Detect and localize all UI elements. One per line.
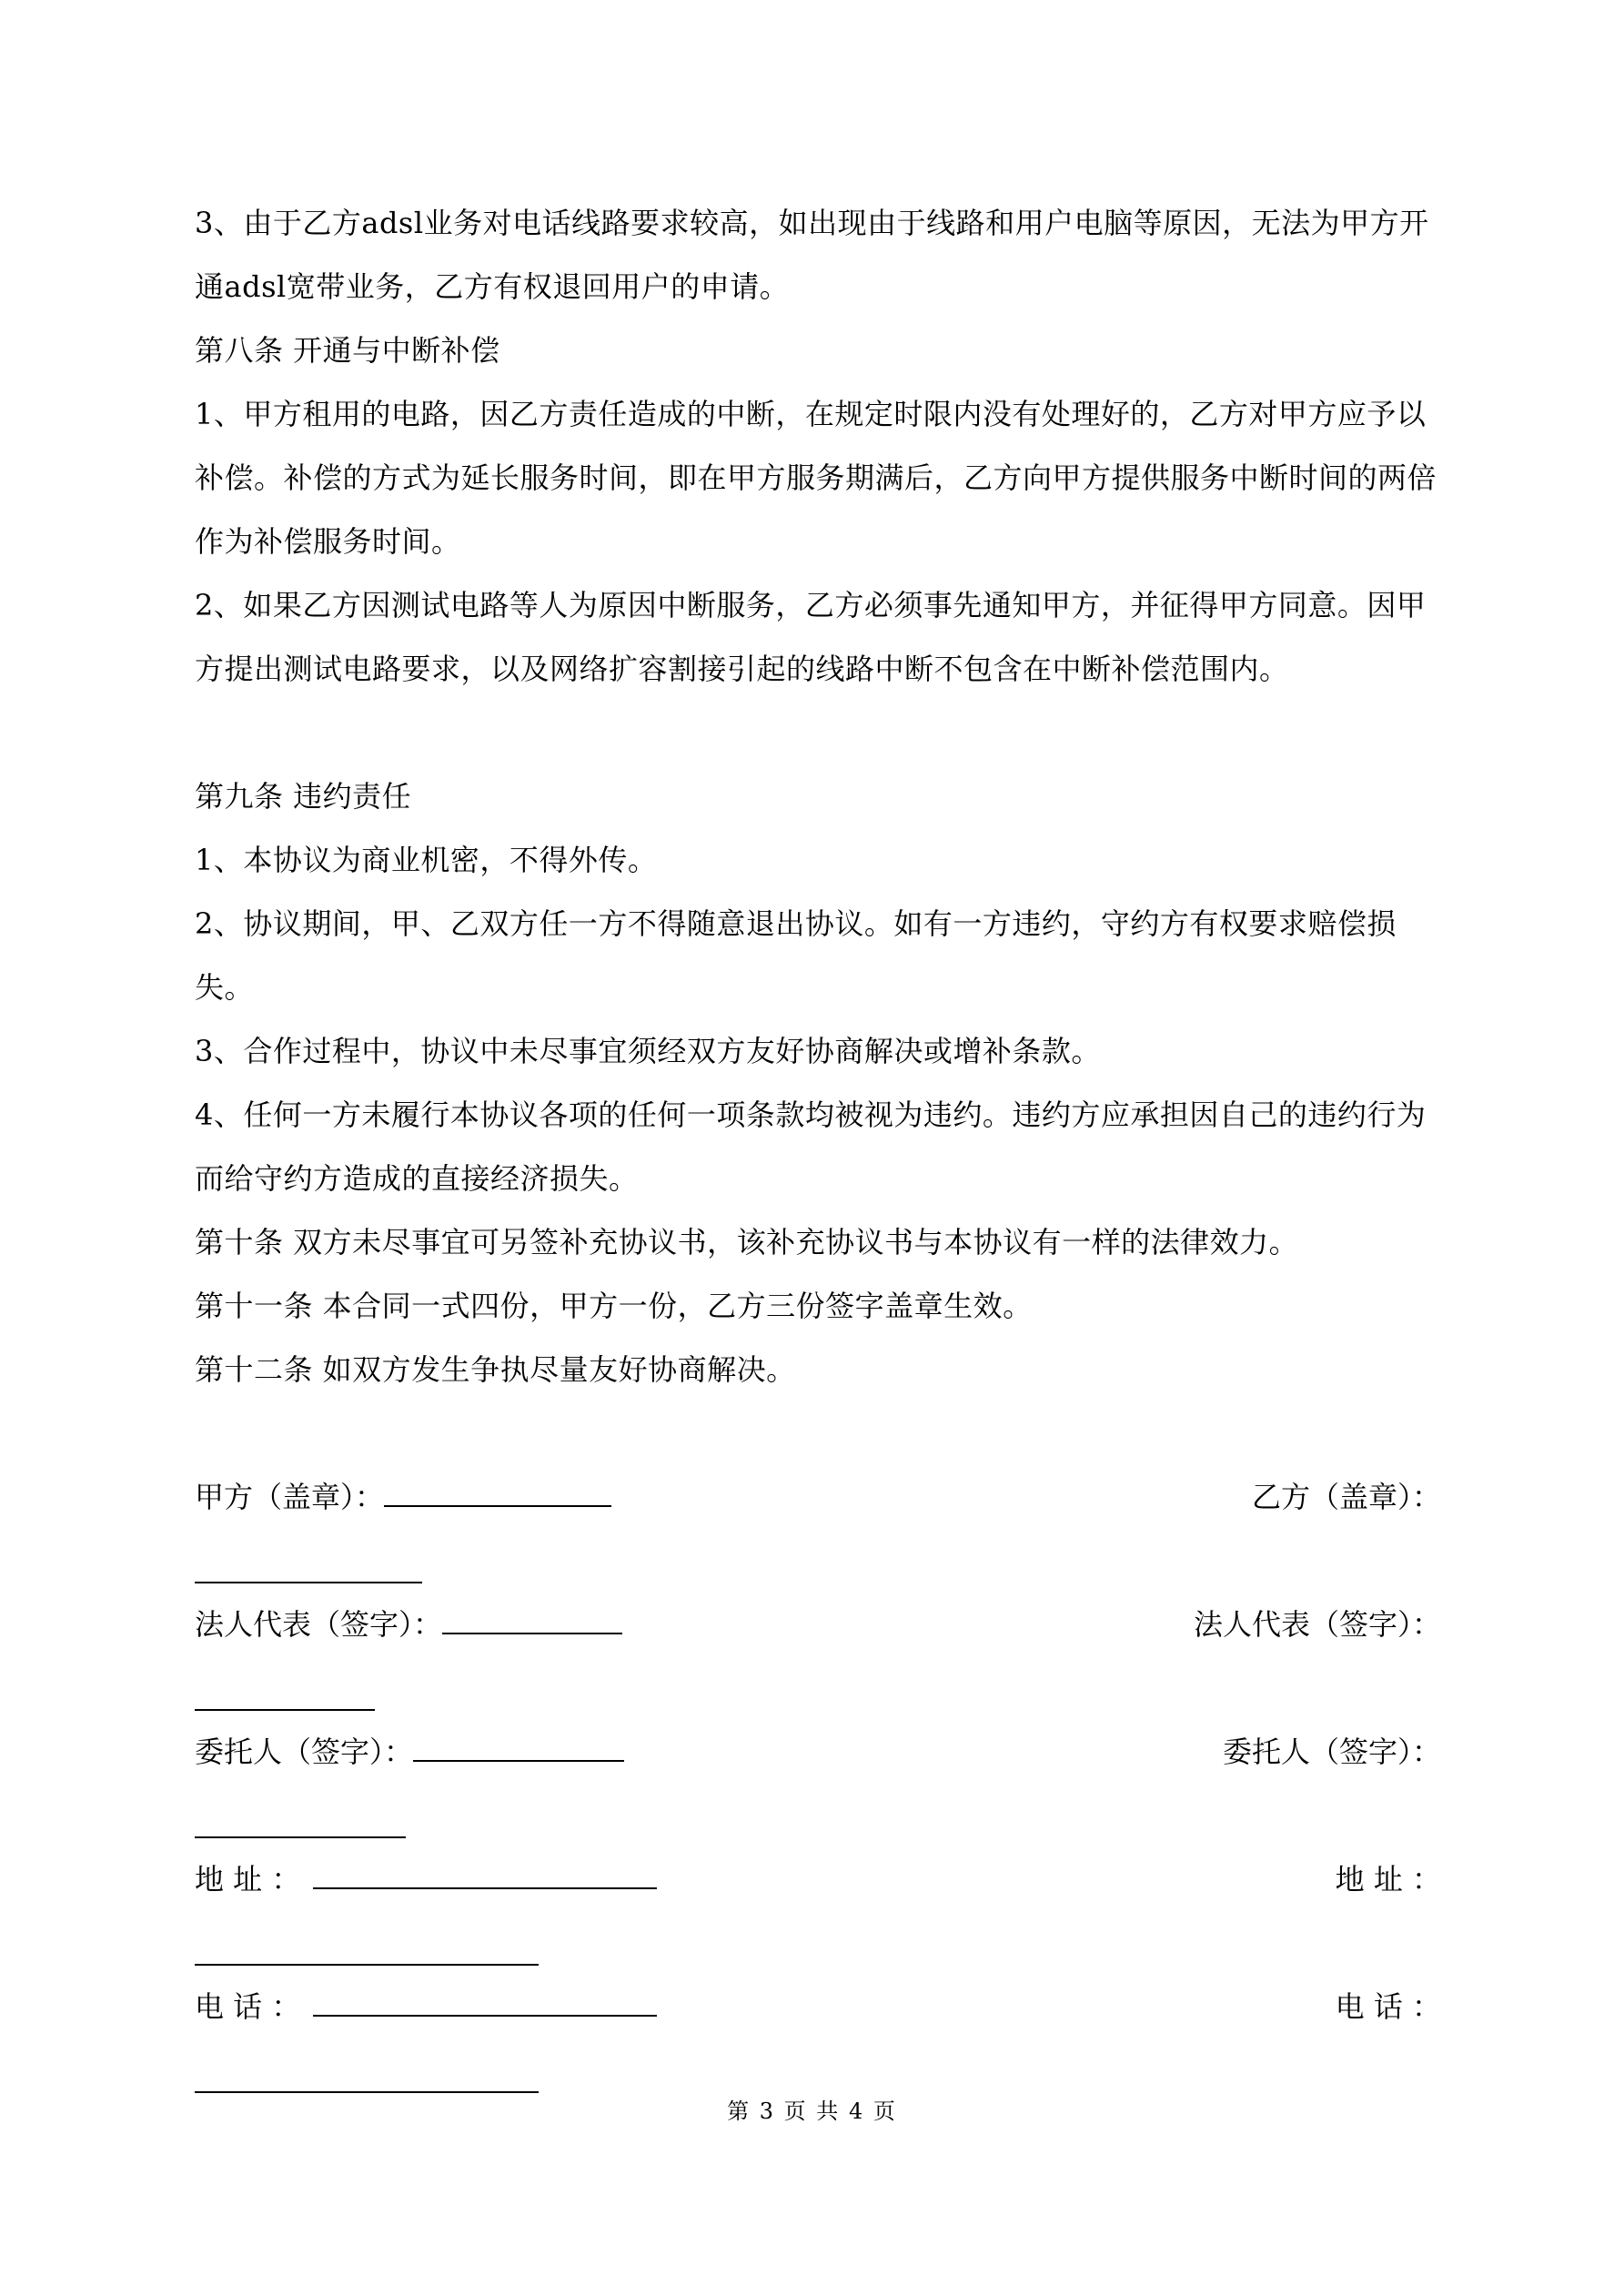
article-10: 第十条 双方未尽事宜可另签补充协议书，该补充协议书与本协议有一样的法律效力。 — [195, 1225, 1299, 1259]
agent-b-label: 委托人（签字）： — [1222, 1735, 1441, 1769]
address-b — [1336, 1847, 1441, 1911]
rep-a — [195, 1593, 622, 1656]
clause-9-3: 3、合作过程中，协议中未尽事宜须经双方友好协商解决或增补条款。 — [195, 1034, 1101, 1068]
phone-a-blank[interactable] — [313, 1984, 657, 2017]
rep-b-label: 法人代表（签字）： — [1193, 1607, 1441, 1642]
address-b-label: 地 址 ： — [1335, 1862, 1441, 1896]
address-a-label: 地 址 ： — [195, 1862, 301, 1896]
address-a — [195, 1847, 657, 1911]
article-8-title: 第八条 开通与中断补偿 — [195, 333, 500, 368]
phone-a — [195, 1975, 657, 2038]
clause-9-1: 1、本协议为商业机密，不得外传。 — [195, 843, 658, 877]
signature-row-phone — [195, 1975, 1441, 2038]
phone-b-label: 电 话 ： — [1335, 1989, 1441, 2024]
clause-7-3: 3、由于乙方adsl业务对电话线路要求较高，如出现由于线路和用户电脑等原因，无法为甲方开通adsl宽带业务，乙方有权退回用户的申请。 — [195, 206, 1429, 304]
party-b-seal-blank[interactable] — [195, 1582, 422, 1583]
clause-8-1: 1、甲方租用的电路，因乙方责任造成的中断，在规定时限内没有处理好的，乙方对甲方应予以补偿。补偿的方式为延长服务时间，即在甲方服务期满后，乙方向甲方提供服务中断时间的两倍作为补偿服务时间。 — [195, 397, 1437, 559]
agent-b — [1223, 1720, 1441, 1784]
rep-a-blank[interactable] — [442, 1602, 622, 1634]
agent-a-blank[interactable] — [413, 1729, 624, 1762]
phone-b — [1336, 1975, 1441, 2038]
clause-8-2: 2、如果乙方因测试电路等人为原因中断服务，乙方必须事先通知甲方，并征得甲方同意。因甲方提出测试电路要求，以及网络扩容割接引起的线路中断不包含在中断补偿范围内。 — [195, 588, 1427, 686]
clause-9-2: 2、协议期间，甲、乙双方任一方不得随意退出协议。如有一方违约，守约方有权要求赔偿损失。 — [195, 906, 1397, 1005]
address-a-blank[interactable] — [313, 1856, 657, 1889]
clause-9-4: 4、任何一方未履行本协议各项的任何一项条款均被视为违约。违约方应承担因自己的违约行为而给守约方造成的直接经济损失。 — [195, 1097, 1427, 1196]
page-number: 第 3 页 共 4 页 — [727, 2099, 897, 2124]
party-b-seal — [1252, 1465, 1441, 1529]
signature-row-address — [195, 1847, 1441, 1911]
signature-row-representative — [195, 1593, 1441, 1656]
party-a-seal — [195, 1465, 611, 1529]
party-a-seal-blank[interactable] — [384, 1474, 611, 1507]
rep-a-label: 法人代表（签字）： — [195, 1607, 443, 1642]
rep-b-blank[interactable] — [195, 1709, 375, 1711]
address-b-blank[interactable] — [195, 1964, 539, 1966]
agent-b-blank[interactable] — [195, 1836, 406, 1838]
party-b-seal-label: 乙方（盖章）： — [1251, 1480, 1441, 1514]
party-a-seal-label: 甲方（盖章）： — [195, 1480, 385, 1514]
article-12: 第十二条 如双方发生争执尽量友好协商解决。 — [195, 1352, 796, 1387]
agent-a — [195, 1720, 624, 1784]
article-11: 第十一条 本合同一式四份，甲方一份，乙方三份签字盖章生效。 — [195, 1289, 1033, 1323]
signature-row-seal — [195, 1465, 1441, 1529]
signature-row-agent — [195, 1720, 1441, 1784]
phone-a-label: 电 话 ： — [195, 1989, 301, 2024]
article-9-title: 第九条 违约责任 — [195, 779, 412, 814]
agent-a-label: 委托人（签字）： — [195, 1735, 414, 1769]
rep-b — [1194, 1593, 1441, 1656]
